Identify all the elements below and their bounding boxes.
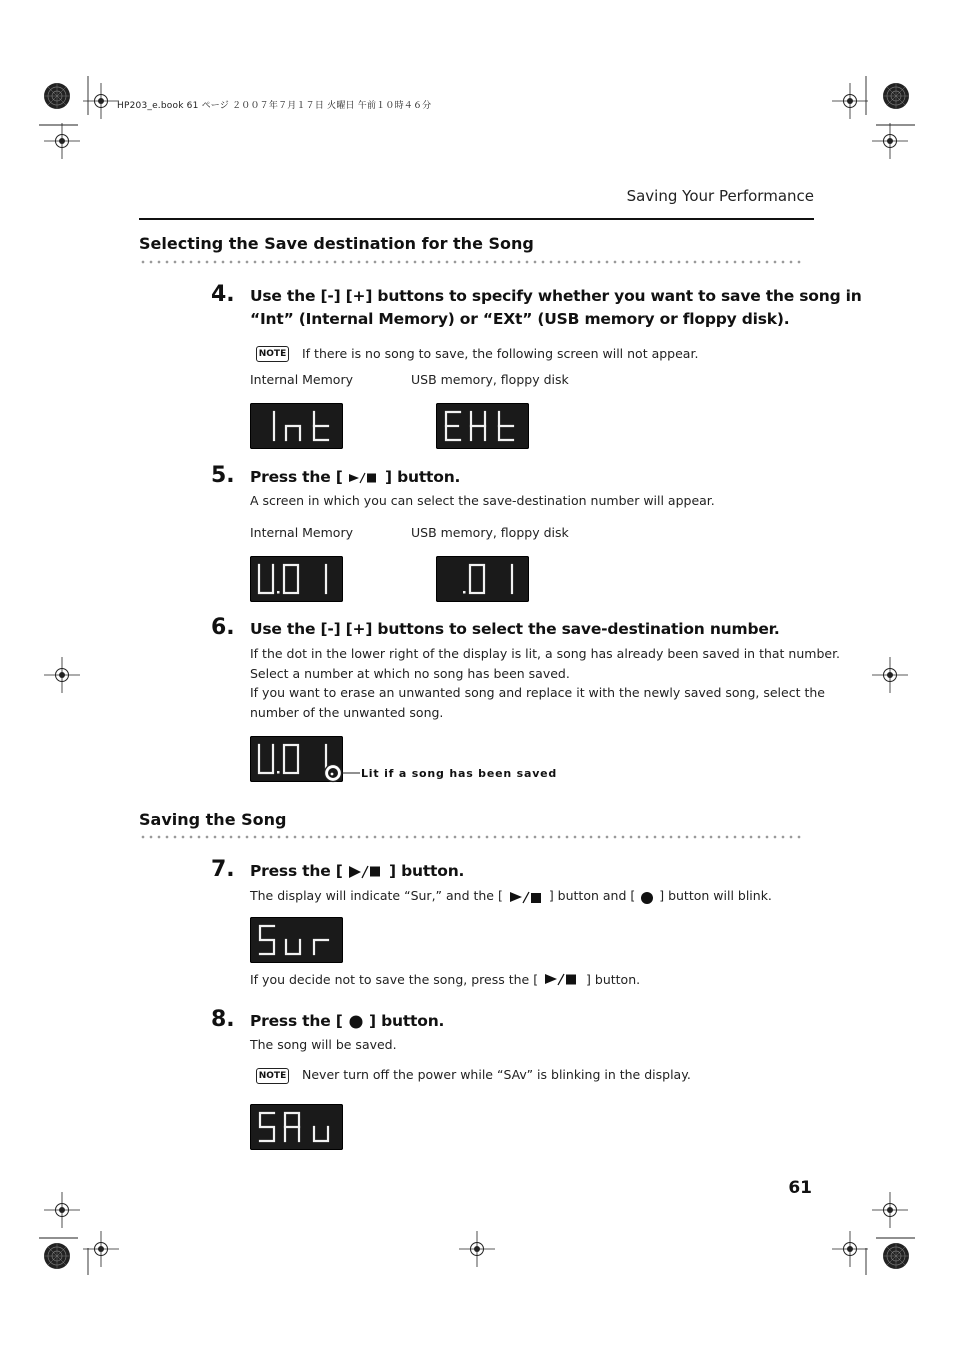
print-header: HP203_e.book 61 ページ ２００７年７月１７日 火曜日 午前１０時４６分 — [117, 101, 432, 111]
lcd-display-dot01 — [436, 556, 529, 602]
header-rule — [139, 218, 814, 220]
lcd-text: EHt — [482, 447, 484, 448]
note-badge: NOTE — [256, 1068, 289, 1084]
step-number-7: 7. — [211, 857, 235, 882]
dotted-divider — [139, 835, 805, 839]
step-4-line-2: “Int” (Internal Memory) or “EXt” (USB memory or floppy disk). — [250, 310, 790, 328]
lcd-text: Sur — [296, 961, 298, 962]
lcd-text: U.01 — [296, 600, 299, 601]
step-6-text: Use the [-] [+] buttons to select the save-destination number. — [250, 620, 780, 638]
lcd-text: .01 — [482, 600, 484, 601]
step-8-body: The song will be saved. — [250, 1037, 397, 1052]
lcd-text: SAu — [296, 1148, 298, 1149]
running-head: Saving Your Performance — [626, 187, 814, 205]
lcd-digits — [436, 403, 529, 449]
lcd-digits — [436, 556, 529, 602]
step-6-body — [250, 644, 840, 722]
step-7-body-part-3: ] button will blink. — [659, 888, 772, 903]
lcd-display-u01 — [250, 556, 343, 602]
step-6-body-line-1: If the dot in the lower right of the display is lit, a song has already been saved in that number. — [250, 646, 841, 661]
play-stop-icon — [348, 864, 384, 880]
record-icon — [348, 1014, 364, 1030]
step-6-body-line-2: Select a number at which no song has been saved. — [250, 665, 570, 681]
step-7-text-before: Press the [ — [250, 862, 343, 880]
lit-dot-callout-icon — [322, 762, 362, 784]
lcd-display-sav — [250, 1104, 343, 1150]
play-stop-icon — [348, 471, 380, 485]
step-5-text — [250, 466, 460, 489]
caption-internal-memory: Internal Memory — [250, 525, 353, 540]
lcd-text: U.01. — [296, 780, 299, 781]
step-7-body-part-2: ] button and [ — [548, 888, 636, 903]
dotted-divider — [139, 260, 805, 264]
caption-usb-memory: USB memory, floppy disk — [411, 372, 569, 387]
lcd-digits — [250, 1104, 343, 1150]
callout-lit-label: Lit if a song has been saved — [361, 767, 558, 780]
lcd-digits — [250, 403, 343, 449]
step-8-text — [250, 1010, 444, 1033]
step-4-line-1: Use the [-] [+] buttons to specify whether you want to save the song in — [250, 287, 862, 305]
step-number-6: 6. — [211, 615, 235, 640]
step-number-4: 4. — [211, 282, 235, 307]
caption-usb-memory: USB memory, floppy disk — [411, 525, 569, 540]
step-7-text — [250, 860, 464, 883]
section-title-save-destination: Selecting the Save destination for the Song — [139, 234, 534, 253]
step-5-text-before: Press the [ — [250, 468, 343, 486]
lcd-digits — [250, 917, 343, 963]
step-7-body-part-1: The display will indicate “Sur,” and the [ — [250, 888, 503, 903]
step-7-body — [250, 886, 772, 906]
step-number-5: 5. — [211, 463, 235, 488]
step-number-8: 8. — [211, 1007, 235, 1032]
caption-internal-memory: Internal Memory — [250, 372, 353, 387]
lcd-display-int — [250, 403, 343, 449]
record-icon — [639, 889, 655, 905]
page-number: 61 — [788, 1178, 812, 1198]
lcd-text: Int — [296, 447, 298, 448]
step-6-body-line-4: number of the unwanted song. — [250, 704, 444, 720]
note-text: Never turn off the power while “SAv” is blinking in the display. — [302, 1067, 691, 1082]
step-7-body-2-part-2: ] button. — [586, 972, 641, 987]
play-stop-icon — [507, 889, 545, 905]
play-stop-icon — [542, 973, 582, 989]
step-8-text-before: Press the [ — [250, 1012, 343, 1030]
note-text: If there is no song to save, the following screen will not appear. — [302, 346, 699, 361]
step-6-body-line-3: If you want to erase an unwanted song and replace it with the newly saved song, select the — [250, 685, 825, 700]
note-badge: NOTE — [256, 346, 289, 362]
lcd-display-sur — [250, 917, 343, 963]
step-8-text-after: ] button. — [369, 1012, 445, 1030]
step-7-text-after: ] button. — [389, 862, 465, 880]
section-title-saving-the-song: Saving the Song — [139, 810, 287, 829]
step-5-text-after: ] button. — [385, 468, 461, 486]
step-7-body-2-part-1: If you decide not to save the song, press the [ — [250, 972, 539, 987]
step-7-body-2 — [250, 970, 640, 990]
step-4-text — [250, 285, 862, 331]
lcd-digits — [250, 556, 343, 602]
lcd-display-ext — [436, 403, 529, 449]
step-5-body: A screen in which you can select the save-destination number will appear. — [250, 493, 715, 508]
